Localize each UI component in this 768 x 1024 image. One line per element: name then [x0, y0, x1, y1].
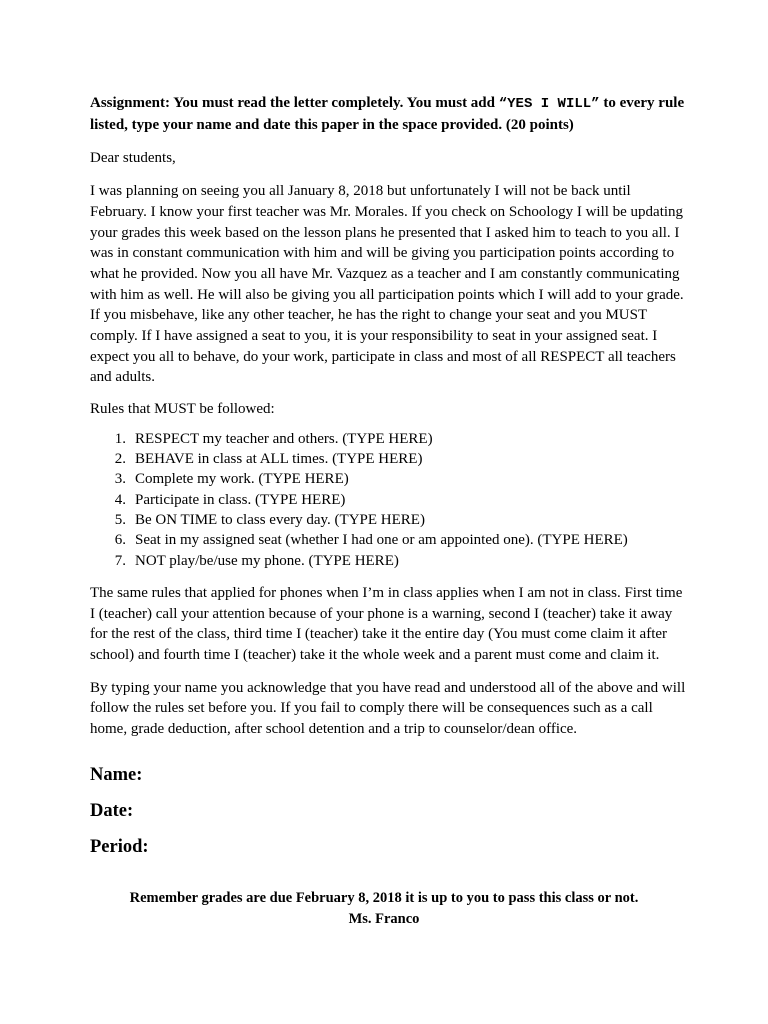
assignment-suffix: to every rule listed, type your name and date this paper in the space provided. (20 points)	[90, 95, 685, 133]
letter-body	[90, 93, 690, 858]
rule-number: 3.	[114, 471, 126, 488]
rule-item	[90, 469, 690, 489]
rule-item	[90, 530, 690, 550]
body-paragraph: I was planning on seeing you all January 8, 2018 but unfortunately I will not be back until February. I know your first teacher was Mr. Morales. If you check on Schoology I will be updating your grades this week based on the lesson plans he presented that I asked him to teach to you all. I was in constant communication with him and will be giving you participation points according to what he provided. Now you all have Mr. Vazquez as a teacher and I am constantly communicating with him as well. He will also be giving you all participation points which I will add to your grade. If you misbehave, like any other teacher, he has the right to change your seat and you MUST comply. If I have assigned a seat to you, it is your responsibility to seat in your assigned seat. I expect you all to behave, do your work, participate in class and most of all RESPECT all teachers and adults.	[90, 183, 684, 386]
rule-number: 7.	[114, 552, 126, 569]
rule-text[interactable]: Complete my work. (TYPE HERE)	[135, 471, 349, 488]
greeting: Dear students,	[90, 150, 176, 167]
assignment-quote: “YES I WILL”	[498, 96, 600, 112]
rule-item	[90, 490, 690, 510]
rule-item	[90, 429, 690, 449]
rule-text[interactable]: NOT play/be/use my phone. (TYPE HERE)	[135, 552, 399, 569]
rule-text[interactable]: Participate in class. (TYPE HERE)	[135, 491, 346, 508]
date-field[interactable]: Date:	[90, 800, 134, 821]
assignment-prefix: Assignment: You must read the letter completely. You must add	[90, 95, 499, 111]
rule-item	[90, 449, 690, 469]
rule-text[interactable]: RESPECT my teacher and others. (TYPE HERE)	[135, 430, 433, 447]
rule-item	[90, 510, 690, 530]
rule-text[interactable]: Be ON TIME to class every day. (TYPE HERE)	[135, 512, 425, 529]
rule-number: 2.	[114, 451, 126, 468]
rule-number: 4.	[114, 491, 126, 508]
rules-list	[90, 429, 690, 571]
grades-reminder: Remember grades are due February 8, 2018 it is up to you to pass this class or not.	[129, 890, 639, 906]
rule-text[interactable]: Seat in my assigned seat (whether I had one or am appointed one). (TYPE HERE)	[135, 532, 628, 549]
rule-item	[90, 551, 690, 571]
name-field[interactable]: Name:	[90, 764, 143, 785]
rule-number: 6.	[114, 532, 126, 549]
rule-text[interactable]: BEHAVE in class at ALL times. (TYPE HERE)	[135, 451, 423, 468]
period-field[interactable]: Period:	[90, 836, 149, 857]
acknowledge-paragraph: By typing your name you acknowledge that you have read and understood all of the above and will follow the rules set before you. If you fail to comply there will be consequences such as a call home, grade deduction, after school detention and a trip to counselor/dean office.	[90, 679, 686, 738]
teacher-signature: Ms. Franco	[348, 911, 420, 927]
phones-paragraph: The same rules that applied for phones when I’m in class applies when I am not in class. First time I (teacher) call your attention because of your phone is a warning, second I (teacher) take it away for the rest of the class, third time I (teacher) take it the entire day (You must come claim it after school) and fourth time I (teacher) take it the whole week and a parent must come and claim it.	[90, 584, 683, 664]
rule-number: 1.	[114, 430, 126, 447]
rule-number: 5.	[114, 512, 126, 529]
rules-heading: Rules that MUST be followed:	[90, 401, 275, 418]
assignment-instructions	[90, 93, 690, 135]
